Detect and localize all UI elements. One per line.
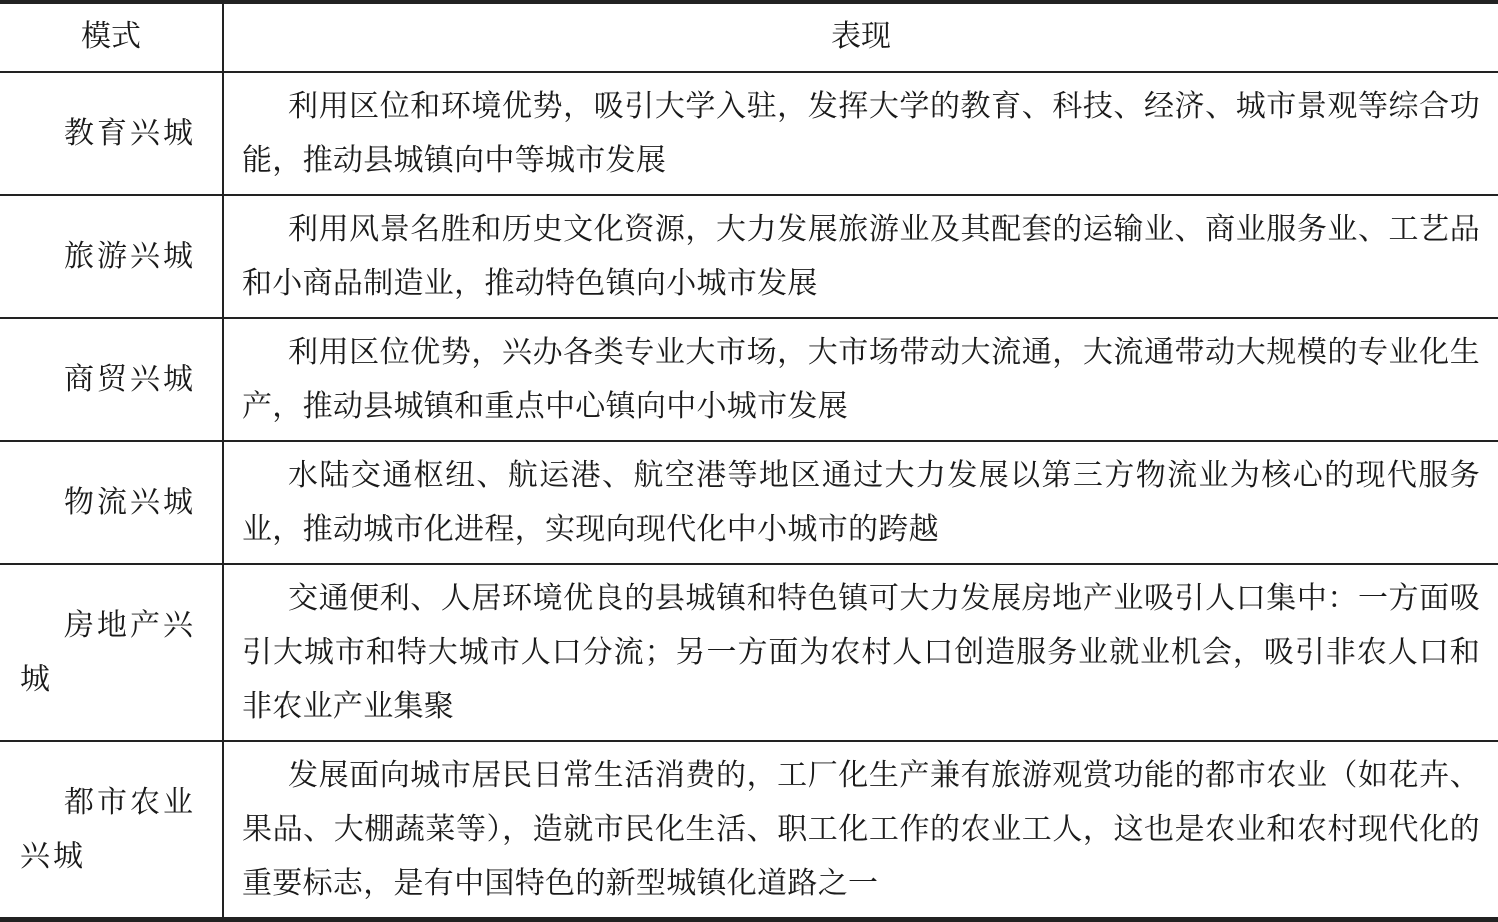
table-row-description	[224, 442, 1498, 563]
mode-label: 旅游兴城	[64, 238, 196, 274]
mode-label: 商贸兴城	[64, 361, 196, 397]
table-row-mode	[0, 319, 222, 440]
table-bottom-rule	[0, 917, 1498, 922]
description-text: 发展面向城市居民日常生活消费的，工厂化生产兼有旅游观赏功能的都市农业（如花卉、果品、大棚蔬菜等），造就市民化生活、职工化工作的农业工人，这也是农业和农村现代化的重要标志，是有中国特色的新型城镇化道路之一	[242, 757, 1480, 901]
table-row-mode	[0, 196, 222, 317]
table-row-mode	[0, 442, 222, 563]
description-text: 水陆交通枢纽、航运港、航空港等地区通过大力发展以第三方物流业为核心的现代服务业，推动城市化进程，实现向现代化中小城市的跨越	[242, 457, 1480, 547]
header-description: 表现	[831, 19, 891, 54]
description-text: 利用区位和环境优势，吸引大学入驻，发挥大学的教育、科技、经济、城市景观等综合功能，推动县城镇向中等城市发展	[242, 88, 1480, 178]
table-row-mode	[0, 742, 222, 917]
mode-label: 教育兴城	[64, 115, 196, 151]
table-row-mode	[0, 73, 222, 194]
table-row-description	[224, 196, 1498, 317]
mode-label: 房地产兴城	[20, 607, 196, 697]
mode-label: 物流兴城	[64, 484, 196, 520]
table-row-description	[224, 73, 1498, 194]
header-mode: 模式	[81, 19, 141, 54]
mode-label: 都市农业兴城	[20, 784, 196, 874]
table-row-description	[224, 742, 1498, 917]
description-text: 利用区位优势，兴办各类专业大市场，大市场带动大流通，大流通带动大规模的专业化生产，推动县城镇和重点中心镇向中小城市发展	[242, 334, 1480, 424]
description-text: 交通便利、人居环境优良的县城镇和特色镇可大力发展房地产业吸引人口集中：一方面吸引大城市和特大城市人口分流；另一方面为农村人口创造服务业就业机会，吸引非农人口和非农业产业集聚	[242, 580, 1480, 724]
table-row-description	[224, 319, 1498, 440]
description-text: 利用风景名胜和历史文化资源，大力发展旅游业及其配套的运输业、商业服务业、工艺品和小商品制造业，推动特色镇向小城市发展	[242, 211, 1480, 301]
table-row-description	[224, 565, 1498, 740]
table-row-mode	[0, 565, 222, 740]
